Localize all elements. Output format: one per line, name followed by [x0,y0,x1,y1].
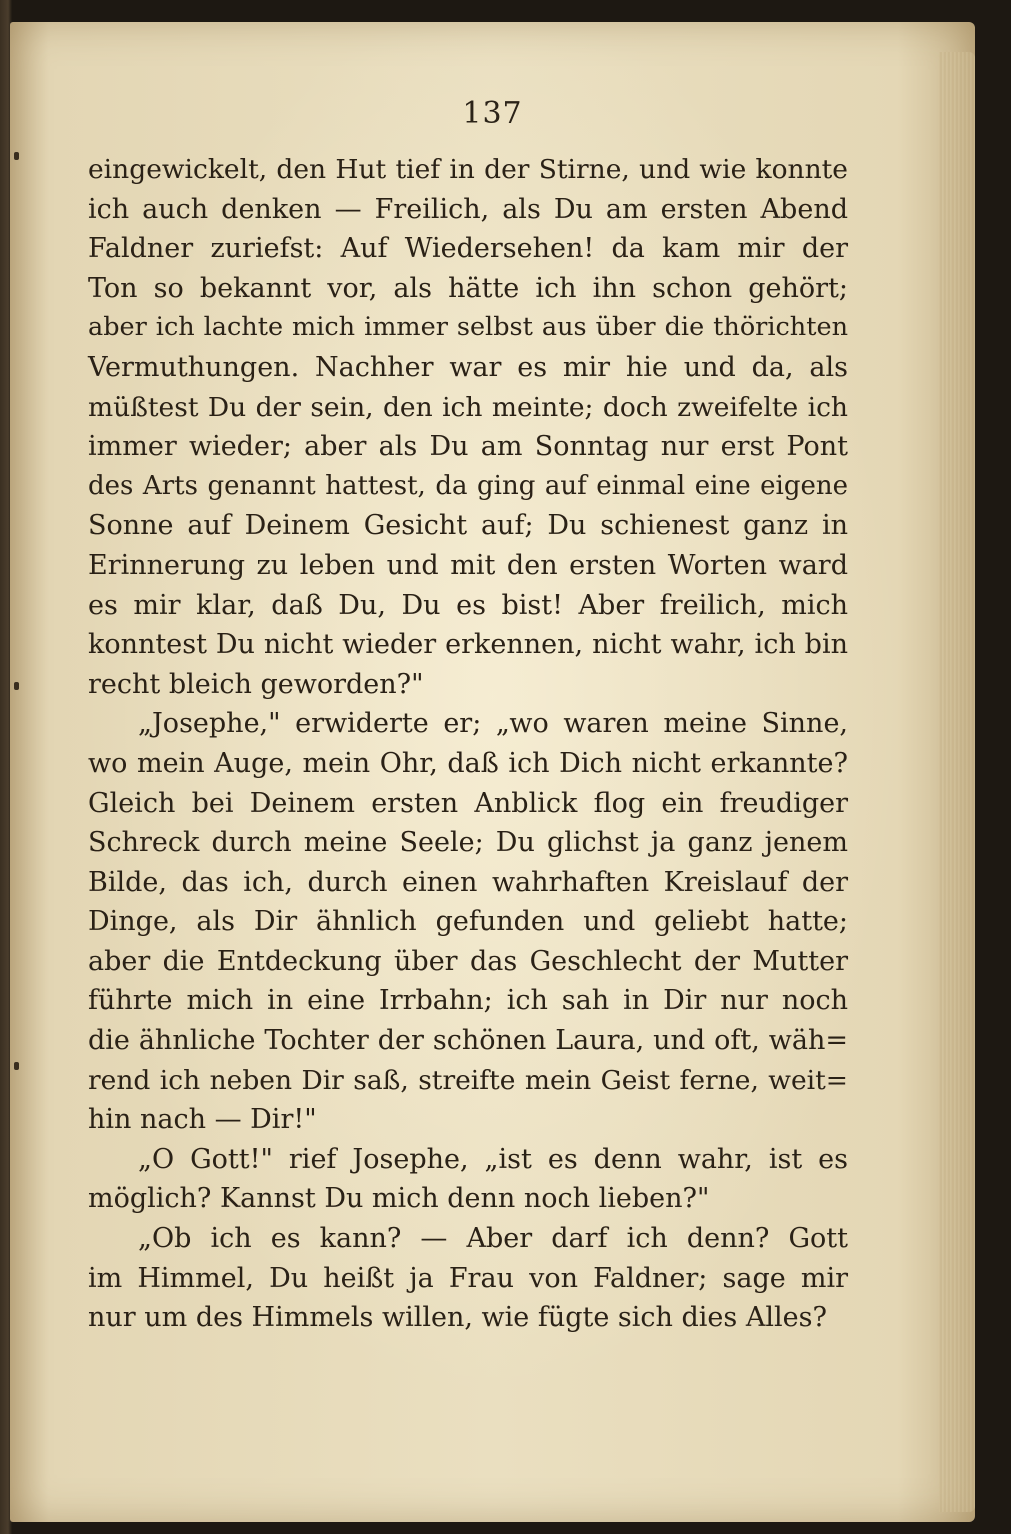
text-line: möglich? Kannst Du mich denn noch lieben?" [88,1183,710,1215]
text-line: Bilde, das ich, durch einen wahrhaften Kreislauf der [88,866,848,898]
spine-mark [14,682,19,690]
text-line: die ähnliche Tochter der schönen Laura, und oft, wäh= [88,1025,848,1057]
text-line: nur um des Himmels willen, wie fügte sich dies Alles? [88,1302,827,1334]
text-line: im Himmel, Du heißt ja Frau von Faldner; sage mir [88,1262,848,1294]
text-line: müßtest Du der sein, den ich meinte; doch zweifelte ich [88,391,848,423]
spine-mark [14,1062,19,1070]
text-line: wo mein Auge, mein Ohr, daß ich Dich nicht erkannte? [88,747,848,779]
body-text [88,150,848,1338]
book-page [10,22,975,1522]
text-line: Schreck durch meine Seele; Du glichst ja ganz jenem [88,827,848,859]
text-line: des Arts genannt hattest, da ging auf einmal eine eigene [88,470,848,501]
spine-mark [14,152,19,160]
text-line: aber die Entdeckung über das Geschlecht der Mutter [88,945,848,977]
text-line: recht bleich geworden?" [88,668,424,700]
page-number: 137 [462,96,523,131]
text-line: rend ich neben Dir saß, streifte mein Geist ferne, weit= [88,1064,848,1096]
text-line: aber ich lachte mich immer selbst aus über die thörichten [88,312,848,343]
text-line: Sonne auf Deinem Gesicht auf; Du schienest ganz in [88,510,848,542]
text-line: Ton so bekannt vor, als hätte ich ihn schon gehört; [88,272,848,304]
text-line: „O Gott!" rief Josephe, „ist es denn wahr, ist es [138,1143,848,1175]
text-line: Vermuthungen. Nachher war es mir hie und da, als [88,351,848,383]
text-line: eingewickelt, den Hut tief in der Stirne, und wie konnte [88,154,848,185]
text-line: Dinge, als Dir ähnlich gefunden und geliebt hatte; [88,906,848,938]
text-line: immer wieder; aber als Du am Sonntag nur erst Pont [88,431,848,463]
text-line: Erinnerung zu leben und mit den ersten Worten ward [88,549,848,581]
text-line: führte mich in eine Irrbahn; ich sah in Dir nur noch [88,985,848,1017]
text-line: konntest Du nicht wieder erkennen, nicht wahr, ich bin [88,629,848,661]
text-line: „Ob ich es kann? — Aber darf ich denn? Gott [138,1223,848,1255]
text-line: „Josephe," erwiderte er; „wo waren meine Sinne, [138,708,848,740]
page-edge [939,52,975,1512]
text-line: Faldner zuriefst: Auf Wiedersehen! da kam mir der [88,233,848,265]
text-line: ich auch denken — Freilich, als Du am ersten Abend [88,193,848,225]
text-line: es mir klar, daß Du, Du es bist! Aber freilich, mich [88,589,848,621]
text-line: Gleich bei Deinem ersten Anblick flog ein freudiger [88,787,848,819]
text-line: hin nach — Dir!" [88,1104,317,1136]
